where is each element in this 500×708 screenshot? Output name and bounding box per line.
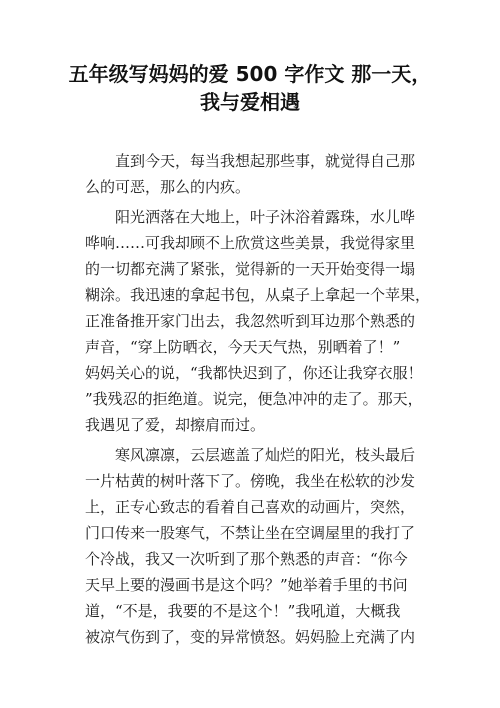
paragraph-3	[85, 442, 425, 650]
paragraph-line: 门口传来一股寒气，不禁让坐在空调屋里的我打了	[85, 524, 416, 542]
paragraph-line: 直到今天，每当我想起那些事，就觉得自己那	[115, 152, 416, 170]
paragraph-line: 正准备推开家门出去，我忽然听到耳边那个熟悉的	[85, 312, 416, 330]
paragraph-line: 道，“不是，我要的不是这个！”我吼道，大概我	[85, 602, 401, 620]
paragraph-line: ”我残忍的拒绝道。说完，便急冲冲的走了。那天，	[85, 390, 423, 408]
paragraph-line: 天早上要的漫画书是这个吗？”她举着手里的书问	[85, 576, 408, 594]
document-body	[85, 148, 431, 654]
document-title	[60, 60, 440, 116]
paragraph-line: 哗响……可我却顾不上欣赏这些美景，我觉得家里	[85, 234, 416, 252]
paragraph-line: 么的可恶，那么的内疚。	[85, 178, 251, 196]
paragraph-line: 个冷战，我又一次听到了那个熟悉的声音：“你今	[85, 550, 408, 568]
paragraph-line: 阳光洒落在大地上，叶子沐浴着露珠，水儿哗	[115, 208, 416, 226]
title-line-2: 我与爱相遇	[200, 90, 300, 114]
paragraph-line: 声音，“穿上防晒衣，今天天气热，别晒着了！”	[85, 338, 401, 356]
paragraph-1	[85, 148, 425, 200]
paragraph-line: 的一切都充满了紧张，觉得新的一天开始变得一塌	[85, 260, 416, 278]
paragraph-line: 我遇见了爱，却擦肩而过。	[85, 416, 266, 434]
paragraph-line: 一片枯黄的树叶落下了。傍晚，我坐在松软的沙发	[85, 472, 416, 490]
paragraph-line: 妈妈关心的说，“我都快迟到了，你还让我穿衣服！	[85, 364, 423, 382]
paragraph-2	[85, 204, 431, 438]
paragraph-line: 上，正专心致志的看着自己喜欢的动画片，突然，	[85, 498, 416, 516]
title-line-1: 五年级写妈妈的爱 500 字作文 那一天，	[68, 62, 432, 86]
paragraph-line: 糊涂。我迅速的拿起书包，从桌子上拿起一个苹果，	[85, 286, 431, 304]
paragraph-line: 被凉气伤到了，变的异常愤怒。妈妈脸上充满了内	[85, 628, 416, 646]
paragraph-line: 寒风凛凛，云层遮盖了灿烂的阳光，枝头最后	[115, 446, 416, 464]
